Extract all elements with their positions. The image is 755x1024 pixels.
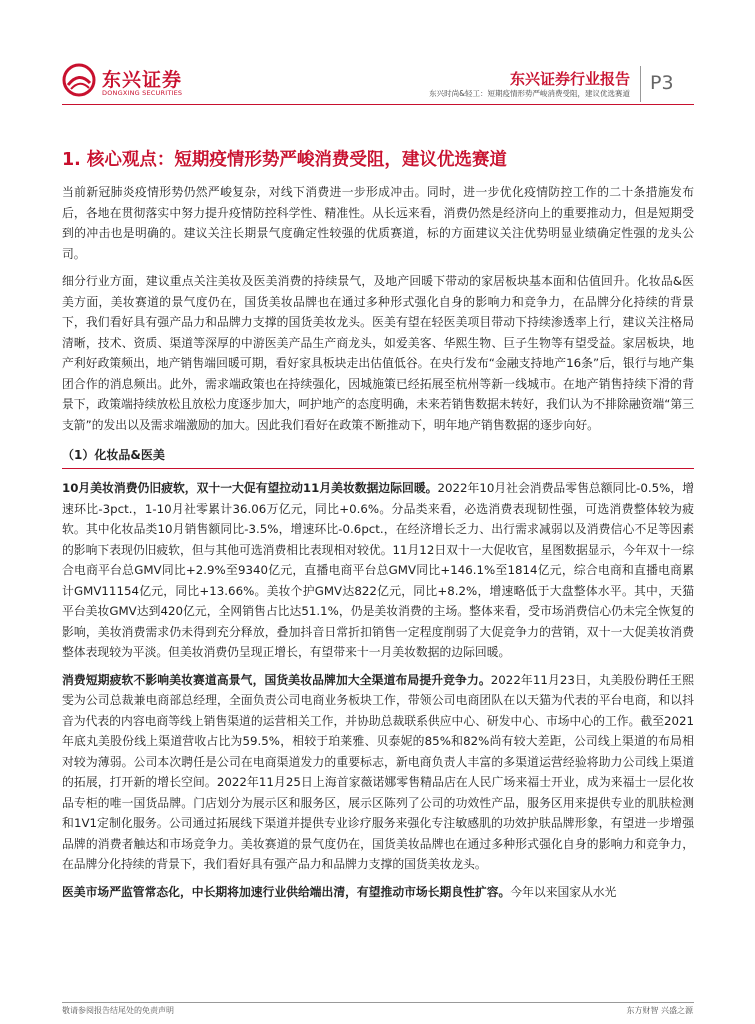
main-content	[62, 182, 694, 909]
paragraph-cosmetics-1	[62, 478, 694, 663]
subsection-rule	[62, 468, 694, 469]
paragraph-lead: 医美市场严监管常态化，中长期将加速行业供给端出清，有望推动市场长期良性扩容。	[62, 884, 511, 899]
paragraph-cosmetics-3	[62, 882, 694, 903]
paragraph-intro: 当前新冠肺炎疫情形势仍然严峻复杂，对线下消费进一步形成冲击。同时，进一步优化疫情防控工作的二十条措施发布后，各地在贯彻落实中努力提升疫情防控科学性、精准性。从长远来看，消费仍然是经济向上的重要推动力，但是短期受到的冲击也是明确的。建议关注长期景气度确定性较强的优质赛道，标的方面建议关注优势明显业绩确定性强的龙头公司。	[62, 185, 694, 261]
logo-icon	[62, 63, 96, 97]
footer-rule	[62, 1002, 694, 1003]
paragraph-lead: 10月美妆消费仍旧疲软，双十一大促有望拉动11月美妆数据边际回暖。	[62, 481, 438, 495]
paragraph-body: 今年以来国家从水光	[510, 884, 617, 899]
header-divider	[640, 66, 641, 102]
report-title: 东兴证券行业报告	[509, 70, 630, 88]
paragraph-body: 2022年10月社会消费品零售总额同比-0.5%，增速环比-3pct.，1-10月社零累计36.06万亿元，同比+0.6%。分品类来看，必选消费表现韧性强，可选消费整体较为疲软。其中化妆品类10月销售额同比-3.5%，增速环比-0.6pct.，在经济增长乏力、出行需求减弱以及消费信心不足等因素的影响下表现仍旧疲软，但与其他可选消费相比表现相对较优。11月12日双十一大促收官，星图数据显示，今年双十一综合电商平台总GMV同比+2.9%至9340亿元，直播电商平台总GMV同比+146.1%至1814亿元，综合电商和直播电商累计GMV11154亿元，同比+13.66%。美妆个护GMV达822亿元，同比+8.2%，增速略低于大盘整体水平。其中，天猫平台美妆GMV达到420亿元，全网销售占比达51.1%，仍是美妆消费的主场。整体来看，受市场消费信心仍未完全恢复的影响，美妆消费需求仍未得到充分释放，叠加抖音日常折扣销售一定程度削弱了大促竞争力的营销，双十一大促美妆消费整体表现较为平淡。但美妆消费仍呈现正增长，有望带来十一月美妆数据的边际回暖。	[62, 481, 694, 659]
page-number: P3	[650, 72, 674, 94]
subsection-title: （1）化妆品&医美	[62, 448, 165, 462]
paragraph-cosmetics-2	[62, 670, 694, 875]
logo-text-cn: 东兴证券	[102, 69, 183, 91]
page-header	[0, 0, 755, 110]
header-rule	[62, 104, 694, 105]
section-title: 1. 核心观点：短期疫情形势严峻消费受阻，建议优选赛道	[62, 150, 507, 170]
paragraph-body: 2022年11月23日，丸美股份聘任王熙雯为公司总裁兼电商部总经理，全面负责公司电商业务板块工作，带领公司电商团队在以天猫为代表的平台电商，和以抖音为代表的内容电商等线上销售渠道的运营相关工作，并协助总裁联系供应中心、研发中心、市场中心的工作。截至2021年底丸美股份线上渠道营收占比为59.5%，相较于珀莱雅、贝泰妮的85%和82%尚有较大差距，公司线上渠道的布局相对较为薄弱。公司本次聘任是公司在电商渠道发力的重要标志，新电商负责人丰富的多渠道运营经验将助力公司线上渠道的拓展，打开新的增长空间。2022年11月25日上海首家薇诺娜零售精品店在人民广场来福士开业，成为来福士一层化妆品专柜的唯一国货品牌。门店划分为展示区和服务区，展示区陈列了公司的功效性产品，服务区用来提供专业的肌肤检测和1V1定制化服务。公司通过拓展线下渠道并提供专业诊疗服务来强化专注敏感肌的功效护肤品牌形象，有望进一步增强品牌的消费者触达和市场竞争力。美妆赛道的景气度仍在，国货美妆品牌也在通过多种形式强化自身的影响力和竞争力，在品牌分化持续的背景下，我们看好具有强产品力和品牌力支撑的国货美妆龙头。	[62, 672, 694, 871]
logo-text-en: DONGXING SECURITIES	[102, 89, 183, 97]
paragraph-lead: 消费短期疲软不影响美妆赛道高景气，国货美妆品牌加大全渠道布局提升竞争力。	[62, 672, 491, 687]
report-subtitle: 东兴时尚&轻工：短期疫情形势严峻消费受阻，建议优选赛道	[429, 89, 630, 98]
footer-disclaimer: 敬请参阅报告结尾处的免责声明	[62, 1006, 174, 1015]
footer-slogan: 东方财智 兴盛之源	[626, 1006, 693, 1015]
paragraph-sectors: 细分行业方面，建议重点关注美妆及医美消费的持续景气，及地产回暖下带动的家居板块基本面和估值回升。化妆品&医美方面，美妆赛道的景气度仍在，国货美妆品牌也在通过多种形式强化自身的影响力和竞争力，在品牌分化持续的背景下，我们看好具有强产品力和品牌力支撑的国货美妆龙头。医美有望在轻医美项目带动下持续渗透率上行，建议关注格局清晰，技术、资质、渠道等深厚的中游医美产品生产商龙头，如爱美客、华熙生物、巨子生物等有望受益。家居板块，地产利好政策频出，地产销售端回暖可期，看好家具板块走出估值低谷。在央行发布“金融支持地产16条”后，银行与地产集团合作的消息频出。此外，需求端政策也在持续强化，因城施策已经拓展至杭州等新一线城市。在地产销售持续下滑的背景下，政策端持续放松且放松力度逐步加大，呵护地产的态度明确，未来若销售数据未转好，我们认为不排除融资端“第三支箭”的发出以及需求端激励的加大。因此我们看好在政策不断推动下，明年地产销售数据的逐步向好。	[62, 274, 694, 432]
company-logo	[62, 63, 202, 103]
